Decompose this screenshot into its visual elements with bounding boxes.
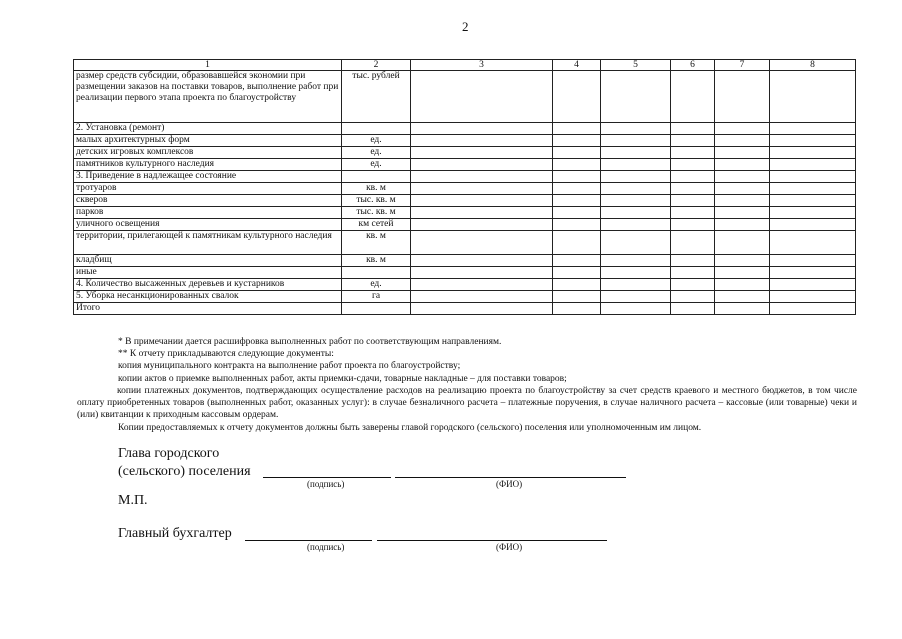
row-unit: ед.: [342, 279, 411, 291]
row-label: Итого: [74, 303, 342, 315]
table-row: [74, 123, 856, 135]
attachment-acts: копии актов о приемке выполненных работ, акты приемки-сдачи, товарные накладные – для поставки товаров;: [118, 374, 567, 384]
note-explanation: * В примечании дается расшифровка выполненных работ по соответствующим направлениям.: [118, 337, 502, 347]
column-header: 4: [553, 60, 601, 71]
table-header-row: [74, 60, 856, 71]
row-unit: ед.: [342, 135, 411, 147]
row-unit: кв. м: [342, 183, 411, 195]
accountant-title: Главный бухгалтер: [118, 526, 232, 541]
page-number: 2: [462, 19, 469, 34]
row-label: уличного освещения: [74, 219, 342, 231]
column-header: 3: [411, 60, 553, 71]
row-label: малых архитектурных форм: [74, 135, 342, 147]
row-unit: [342, 303, 411, 315]
row-unit: кв. м: [342, 231, 411, 255]
head-signature-caption: (подпись): [307, 479, 345, 489]
row-label: памятников культурного наследия: [74, 159, 342, 171]
stamp-place-label: М.П.: [118, 493, 148, 508]
row-label: 5. Уборка несанкционированных свалок: [74, 291, 342, 303]
table-row: [74, 291, 856, 303]
table-row: [74, 71, 856, 123]
row-label: тротуаров: [74, 183, 342, 195]
table-row: [74, 267, 856, 279]
row-unit: кв. м: [342, 255, 411, 267]
column-header: 8: [770, 60, 856, 71]
row-unit: тыс. кв. м: [342, 207, 411, 219]
row-unit: тыс. кв. м: [342, 195, 411, 207]
accountant-signature-line: [245, 540, 372, 541]
accountant-signature-caption: (подпись): [307, 542, 345, 552]
row-label: 2. Установка (ремонт): [74, 123, 342, 135]
row-unit: [342, 123, 411, 135]
head-name-caption: (ФИО): [496, 479, 523, 489]
table-row: [74, 159, 856, 171]
row-label: иные: [74, 267, 342, 279]
column-header: 6: [671, 60, 715, 71]
accountant-name-caption: (ФИО): [496, 542, 523, 552]
table-row: [74, 195, 856, 207]
row-label: детских игровых комплексов: [74, 147, 342, 159]
row-label: парков: [74, 207, 342, 219]
head-title-line1: Глава городского: [118, 446, 220, 461]
row-label: 3. Приведение в надлежащее состояние: [74, 171, 342, 183]
certification-note: Копии предоставляемых к отчету документов должны быть заверены главой городского (сельского) поселения или уполномоченным им лицом.: [118, 423, 702, 433]
row-label: размер средств субсидии, образовавшейся экономии при размещении заказов на поставки товаров, выполнение работ при реализации первого этапа проекта по благоустройству: [74, 71, 342, 123]
table-row: [74, 231, 856, 255]
head-name-line: [395, 477, 626, 478]
attachment-contract: копия муниципального контракта на выполнение работ проекта по благоустройству;: [118, 361, 461, 371]
head-signature-line: [263, 477, 391, 478]
row-unit: [342, 267, 411, 279]
table-row: [74, 147, 856, 159]
row-label: скверов: [74, 195, 342, 207]
table-row: [74, 255, 856, 267]
row-unit: га: [342, 291, 411, 303]
table-row: [74, 135, 856, 147]
row-unit: ед.: [342, 147, 411, 159]
column-header: 2: [342, 60, 411, 71]
row-unit: км сетей: [342, 219, 411, 231]
accountant-name-line: [377, 540, 607, 541]
note-attachments: ** К отчету прикладываются следующие документы:: [118, 349, 334, 359]
table-row: [74, 279, 856, 291]
row-label: кладбищ: [74, 255, 342, 267]
table-row: [74, 171, 856, 183]
attachment-payments: копии платежных документов, подтверждающих осуществление расходов на реализацию проекта по благоустройству за счет средств краевого и местного бюджетов, в том числе оплату приобретенных товаров (выполненных работ, оказанных услуг): в случае безналичного расчета – платежные поручения, в случае наличного расчета – кассовые (или товарные) чеки и (или) квитанции к приходным кассовым ордерам.: [77, 386, 857, 420]
table-row: [74, 303, 856, 315]
row-label: 4. Количество высаженных деревьев и кустарников: [74, 279, 342, 291]
table-row: [74, 183, 856, 195]
column-header: 7: [715, 60, 770, 71]
row-unit: тыс. рублей: [342, 71, 411, 123]
table-row: [74, 219, 856, 231]
row-unit: [342, 171, 411, 183]
report-table: [73, 59, 856, 315]
row-unit: ед.: [342, 159, 411, 171]
row-label: территории, прилегающей к памятникам культурного наследия: [74, 231, 342, 255]
table-row: [74, 207, 856, 219]
column-header: 5: [601, 60, 671, 71]
column-header: 1: [74, 60, 342, 71]
head-title-line2: (сельского) поселения: [118, 464, 251, 479]
